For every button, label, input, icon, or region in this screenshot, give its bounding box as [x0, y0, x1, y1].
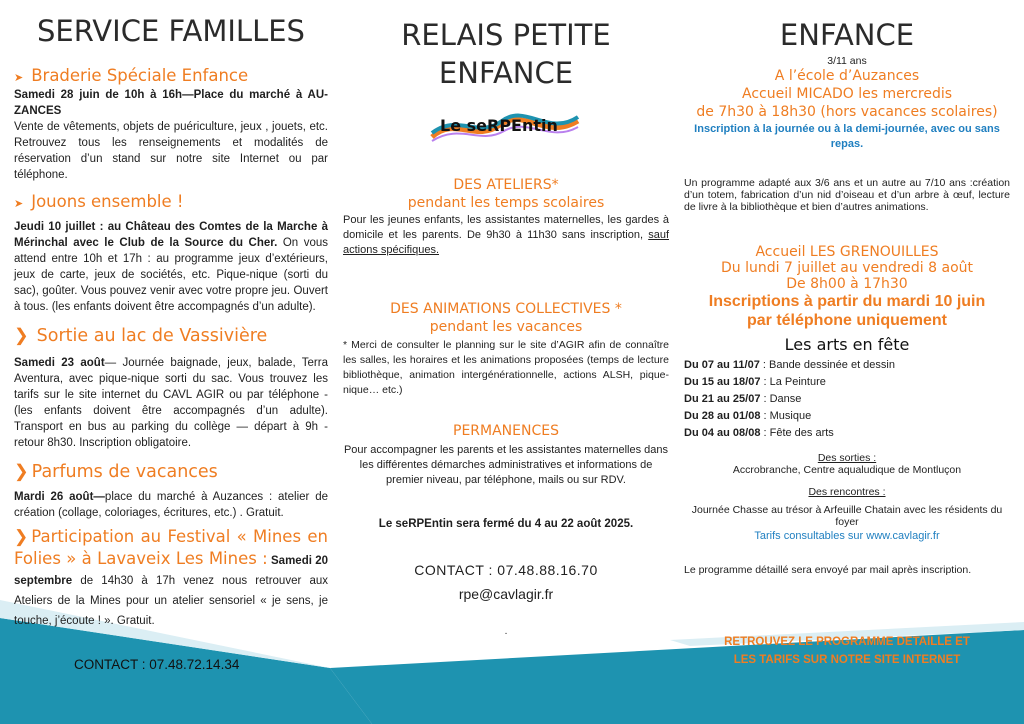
sortie-paragraph [14, 355, 328, 451]
jouons-text: On vous attend entre 10h et 17h : au programme jeux d’extérieurs, jeux de carte, jeux de sociétés, etc. Pique-nique (sorti du sac), goûter. Vous pouvez venir avec votre propre jeu. Ouvert à tous. (les enfants doivent être accompagnés d’un adulte). [14, 237, 328, 313]
week-date: Du 15 au 18/07 [684, 376, 761, 388]
permanences-section [343, 422, 669, 488]
ateliers-section [343, 176, 669, 258]
retrouvez-line2: LES TARIFS SUR NOTRE SITE INTERNET [733, 654, 961, 666]
sortie-heading [14, 325, 328, 347]
week-theme: : Danse [760, 393, 802, 405]
sorties-title: Des sorties : [817, 452, 877, 464]
ateliers-paragraph [343, 213, 669, 258]
week-item [684, 425, 1010, 442]
parfums-paragraph [14, 489, 328, 521]
parfums-heading [14, 461, 328, 483]
braderie-heading [14, 65, 328, 87]
permanences-title: PERMANENCES [453, 423, 559, 439]
grenouilles-hours: De 8h00 à 17h30 [786, 276, 908, 292]
grenouilles-section [684, 244, 1010, 330]
animations-section [343, 300, 669, 398]
jouons-paragraph [14, 219, 328, 315]
week-theme: : Fête des arts [760, 427, 834, 439]
parfums-date: Mardi 26 août— [14, 491, 105, 503]
service-familles-title: SERVICE FAMILLES [37, 14, 305, 48]
sortie-date: Samedi 23 août [14, 357, 105, 369]
chevron-right-icon: ❯ [14, 462, 29, 482]
jouons-heading [14, 191, 328, 213]
week-item [684, 391, 1010, 408]
week-theme: : Musique [760, 410, 812, 422]
week-item [684, 408, 1010, 425]
week-date: Du 28 au 01/08 [684, 410, 761, 422]
jouons-date: Jeudi 10 juillet : au Château des Comtes de la Marche à Mérinchal avec le Club de la Source du Cher. [14, 221, 328, 249]
service-familles-column [14, 0, 328, 631]
stray-dot: . [504, 626, 508, 637]
chevron-right-icon: ➤ [14, 197, 24, 210]
grenouilles-title: Accueil LES GRENOUILLES [755, 244, 939, 260]
ateliers-text-underlined: sauf actions spécifiques. [343, 229, 669, 256]
week-item [684, 357, 1010, 374]
grenouilles-dates: Du lundi 7 juillet au vendredi 8 août [720, 260, 974, 276]
closed-notice: Le seRPEntin sera fermé du 4 au 22 août 2025. [378, 518, 634, 530]
animations-text: * Merci de consulter le planning sur le site d’AGIR afin de connaître les salles, les horaires et les animations proposées (temps de lecture bibliothèque, animation intergénérationnelle, actions ALSH, pique-nique… etc.) [343, 339, 669, 396]
parfums-text: place du marché à Auzances : atelier de création (collage, coloriages, écritures, etc.) . Gratuit. [14, 491, 328, 519]
serpentin-logo-text: Le seRPEntin [440, 116, 558, 135]
sortie-text: — Journée baignade, jeux, balade, Terra Aventura, avec pique-nique sorti du sac. Vous trouvez les tarifs sur le site internet du CAVL AGIR ou par téléphone - (les enfants doivent être accompagnés d’un adulte). Transport en bus au parking du collège — départ à 9h - retour 8h30. Inscription obligatoire. [14, 357, 328, 449]
arts-title: Les arts en fête [784, 335, 910, 354]
enfance-age: 3/11 ans [827, 55, 867, 67]
braderie-text: Vente de vêtements, objets de puériculture, jeux , jouets, etc. Retrouvez tous les renseignements et modalités de réservation d’un stand sur notre site Internet ou par téléphone. [14, 121, 328, 181]
rpe-title-line2: ENFANCE [438, 56, 574, 90]
grenouilles-inscription-2: par téléphone uniquement [746, 312, 947, 329]
enfance-title: ENFANCE [779, 18, 915, 52]
festival-date: Samedi 20 septembre [14, 555, 328, 587]
festival-paragraph [14, 527, 328, 631]
sorties-text: Accrobranche, Centre aqualudique de Montluçon [732, 464, 962, 476]
festival-title: Participation au Festival « Mines en Folies » à Lavaveix Les Mines : [14, 527, 328, 568]
jouons-title: Jouons ensemble ! [31, 192, 184, 211]
retrouvez-line1: RETROUVEZ LE PROGRAMME DETAILLE ET [724, 636, 970, 648]
week-date: Du 21 au 25/07 [684, 393, 761, 405]
enfance-school: A l’école d’Auzances [774, 68, 920, 84]
week-item [684, 374, 1010, 391]
micado-title: Accueil MICADO les mercredis [741, 86, 953, 102]
ateliers-title: DES ATELIERS* [453, 177, 559, 193]
animations-subtitle: pendant les vacances [429, 319, 583, 335]
animations-title: DES ANIMATIONS COLLECTIVES * [390, 301, 622, 317]
rpe-title-line1: RELAIS PETITE [401, 18, 611, 52]
relais-petite-enfance-column [343, 0, 669, 637]
braderie-title: Braderie Spéciale Enfance [31, 66, 249, 85]
micado-programme: Un programme adapté aux 3/6 ans et un autre au 7/10 ans :création d’un totem, fabrication d’un nid d’oiseau et d’un arbre à œuf, lecture de livre à la bibliothèque et bien d’autres animations. [684, 177, 1010, 213]
sortie-title: Sortie au lac de Vassivière [36, 326, 268, 346]
serpentin-logo [430, 111, 580, 145]
service-familles-contact: CONTACT : 07.48.72.14.34 [74, 657, 240, 672]
programme-mail: Le programme détaillé sera envoyé par mail après inscription. [684, 564, 972, 576]
weeks-list [684, 357, 1010, 442]
tarifs-link[interactable]: Tarifs consultables sur www.cavlagir.fr [754, 530, 940, 542]
ateliers-subtitle: pendant les temps scolaires [407, 195, 605, 211]
braderie-date: Samedi 28 juin de 10h à 16h—Place du marché à AU-ZANCES [14, 89, 328, 117]
week-date: Du 04 au 08/08 [684, 427, 761, 439]
week-theme: : Bande dessinée et dessin [759, 359, 895, 371]
week-theme: : La Peinture [760, 376, 826, 388]
enfance-column [684, 0, 1010, 576]
grenouilles-inscription-1: Inscriptions à partir du mardi 10 juin [708, 293, 986, 310]
parfums-title: Parfums de vacances [31, 462, 218, 482]
rpe-contact-phone: CONTACT : 07.48.88.16.70 [414, 562, 598, 578]
rencontres-text: Journée Chasse au trésor à Arfeuille Chatain avec les résidents du foyer [691, 504, 1003, 528]
chevron-right-icon: ❯ [14, 326, 29, 346]
festival-text: de 14h30 à 17h venez nous retrouver aux Ateliers de la Mines pour un atelier sensoriel « je sens, je touche, j’écoute ! ». Gratuit. [14, 575, 328, 627]
retrouvez-banner [684, 633, 1010, 669]
micado-inscription: Inscription à la journée ou à la demi-journée, avec ou sans repas. [694, 123, 1000, 150]
chevron-right-icon: ❯ [14, 527, 29, 546]
rpe-contact-email[interactable]: rpe@cavlagir.fr [458, 586, 554, 602]
chevron-right-icon: ➤ [14, 71, 24, 84]
ateliers-text: Pour les jeunes enfants, les assistantes maternelles, les gardes à domicile et les parents. De 9h30 à 11h30 sans inscription, [343, 214, 669, 241]
micado-hours: de 7h30 à 18h30 (hors vacances scolaires) [696, 104, 998, 120]
week-date: Du 07 au 11/07 [684, 359, 760, 371]
rencontres-title: Des rencontres : [808, 486, 886, 498]
permanences-text: Pour accompagner les parents et les assistantes maternelles dans les différentes démarches administratives et informations de premier niveau, par téléphone, mails ou sur RDV. [343, 444, 669, 486]
